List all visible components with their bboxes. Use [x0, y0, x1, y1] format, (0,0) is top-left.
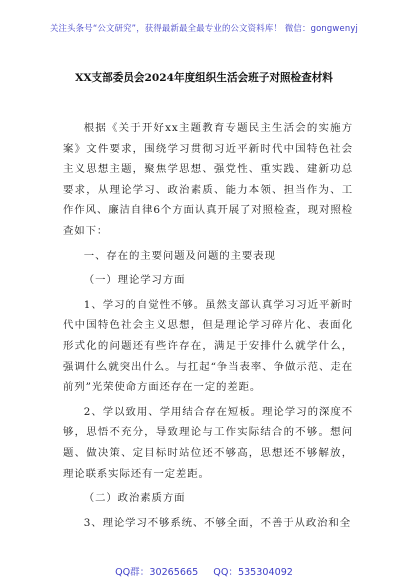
subsection-heading-political: （二）政治素质方面 — [83, 492, 186, 505]
section-heading-1: 一、存在的主要问题及问题的主要表现 — [83, 249, 276, 262]
document-title: XX支部委员会2024年度组织生活会班子对照检查材料 — [75, 72, 333, 84]
footer-qq: QQ：535304092 — [213, 567, 293, 578]
footer-qq-group: QQ群：30265665 — [115, 567, 199, 578]
item-paragraph-3: 3、理论学习不够系统、不够全面，不善于从政治和全 — [83, 516, 351, 529]
header-banner: 关注头条号“公文研究”，获得最新最全最专业的公文资料库！ 微信：gongwenyj — [49, 23, 359, 33]
intro-paragraph: 根据《关于开好xx主题教育专题民主生活会的实施方案》文件要求，围绕学习贯彻习近平新时代中国特色社会主义思想主题，聚焦学思想、强党性、重实践、建新功总要求，从理论学习、政治素质、能力本领、担当作为、工作作风、廉洁自律6个方面认真开展了对照检查，现对照检查如下： — [63, 122, 353, 237]
document-body — [63, 118, 353, 533]
subsection-heading-theory: （一）理论学习方面 — [83, 274, 186, 287]
item-paragraph-2: 2、学以致用、学用结合存在短板。理论学习的深度不够，思悟不充分，导致理论与工作实际结合的不够。想问题、做决策、定目标时站位还不够高，思想还不够解放，理论联系实际还有一定差距。 — [63, 405, 353, 480]
footer-contact — [0, 564, 408, 578]
item-paragraph-1: 1、学习的自觉性不够。虽然支部认真学习习近平新时代中国特色社会主义思想，但是理论学习碎片化、表面化形式化的问题还有些许存在，满足于安排什么就学什么，强调什么就突出什么。与扛起“争当表率、争做示范、走在前列”光荣使命方面还存在一定的差距。 — [63, 298, 353, 394]
